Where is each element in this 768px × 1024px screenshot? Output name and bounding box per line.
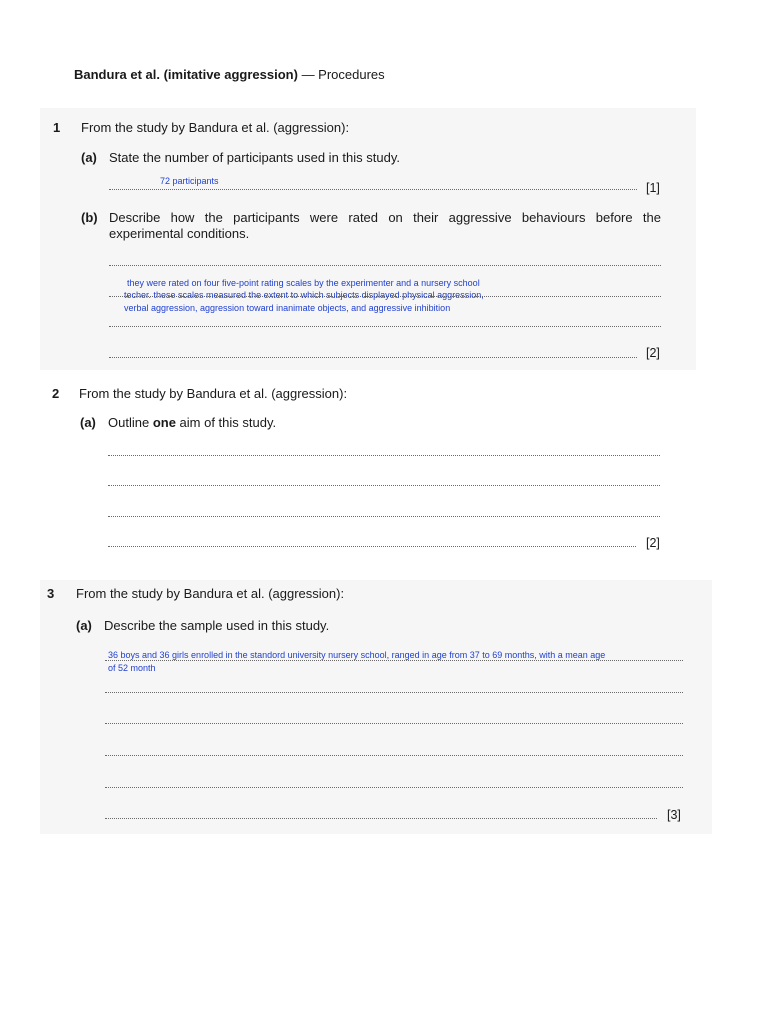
- question-1b-text: Describe how the participants were rated on their aggressive behaviours before the experimental conditions.: [109, 210, 661, 241]
- question-2a-answer-line-2[interactable]: [108, 485, 660, 486]
- question-3a-marks: [3]: [667, 808, 681, 822]
- question-1b-answer-line-4[interactable]: [109, 357, 637, 358]
- question-1b-answer-line-c: verbal aggression, aggression toward inanimate objects, and aggressive inhibition: [124, 303, 451, 313]
- question-2a-text-bold: one: [152, 415, 176, 430]
- question-1b-marks: [2]: [646, 346, 660, 360]
- question-1b-answer-line-1[interactable]: [109, 265, 661, 266]
- question-1-number: 1: [53, 120, 61, 135]
- question-1a-prompt: [81, 150, 400, 165]
- question-1b-answer-line-b: techer. these scales measured the extent to which subjects displayed physical aggression,: [124, 290, 484, 300]
- question-2-number: 2: [52, 386, 60, 401]
- question-3-stem: From the study by Bandura et al. (aggression):: [76, 586, 345, 601]
- question-1b-prompt: [81, 210, 661, 242]
- question-3a-prompt: [76, 618, 329, 633]
- question-2a-text-after: aim of this study.: [175, 415, 277, 430]
- page-title-rest: — Procedures: [297, 67, 385, 82]
- question-2-stem: From the study by Bandura et al. (aggression):: [79, 386, 348, 401]
- page-title: [74, 67, 385, 82]
- question-2a-marks: [2]: [646, 536, 660, 550]
- question-2a-answer-line-3[interactable]: [108, 516, 660, 517]
- question-1a-marks: [1]: [646, 181, 660, 195]
- question-1b-answer-line-3[interactable]: [109, 326, 661, 327]
- question-3a-answer-line-2[interactable]: [105, 692, 683, 693]
- question-2a-label: (a): [80, 415, 96, 430]
- question-3a-answer-line-1[interactable]: [105, 660, 683, 661]
- question-2a-answer-line-4[interactable]: [108, 546, 636, 547]
- question-1-stem: From the study by Bandura et al. (aggression):: [81, 120, 350, 135]
- question-1a-answer: 72 participants: [160, 176, 219, 186]
- question-2a-prompt: [80, 415, 276, 430]
- question-2a-text-before: Outline: [108, 415, 153, 430]
- question-3a-answer-line-5[interactable]: [105, 787, 683, 788]
- question-3a-answer-line-6[interactable]: [105, 818, 657, 819]
- question-3-number: 3: [47, 586, 55, 601]
- question-1a-label: (a): [81, 150, 97, 165]
- question-2a-answer-line-1[interactable]: [108, 455, 660, 456]
- question-3a-answer-line-b: of 52 month: [108, 663, 156, 673]
- question-3a-answer-line-a: 36 boys and 36 girls enrolled in the standord university nursery school, ranged in age from 37 to 69 months, with a mean age: [108, 650, 606, 660]
- question-3a-text: Describe the sample used in this study.: [104, 618, 330, 633]
- question-1a-text: State the number of participants used in this study.: [109, 150, 400, 165]
- question-1b-label: (b): [81, 210, 98, 225]
- question-3a-answer-line-4[interactable]: [105, 755, 683, 756]
- question-1b-answer-line-a: they were rated on four five-point rating scales by the experimenter and a nursery school: [127, 278, 480, 288]
- question-1a-answer-line[interactable]: [109, 189, 637, 190]
- question-3a-answer-line-3[interactable]: [105, 723, 683, 724]
- question-3a-label: (a): [76, 618, 92, 633]
- page-title-bold: Bandura et al. (imitative aggression): [74, 67, 298, 82]
